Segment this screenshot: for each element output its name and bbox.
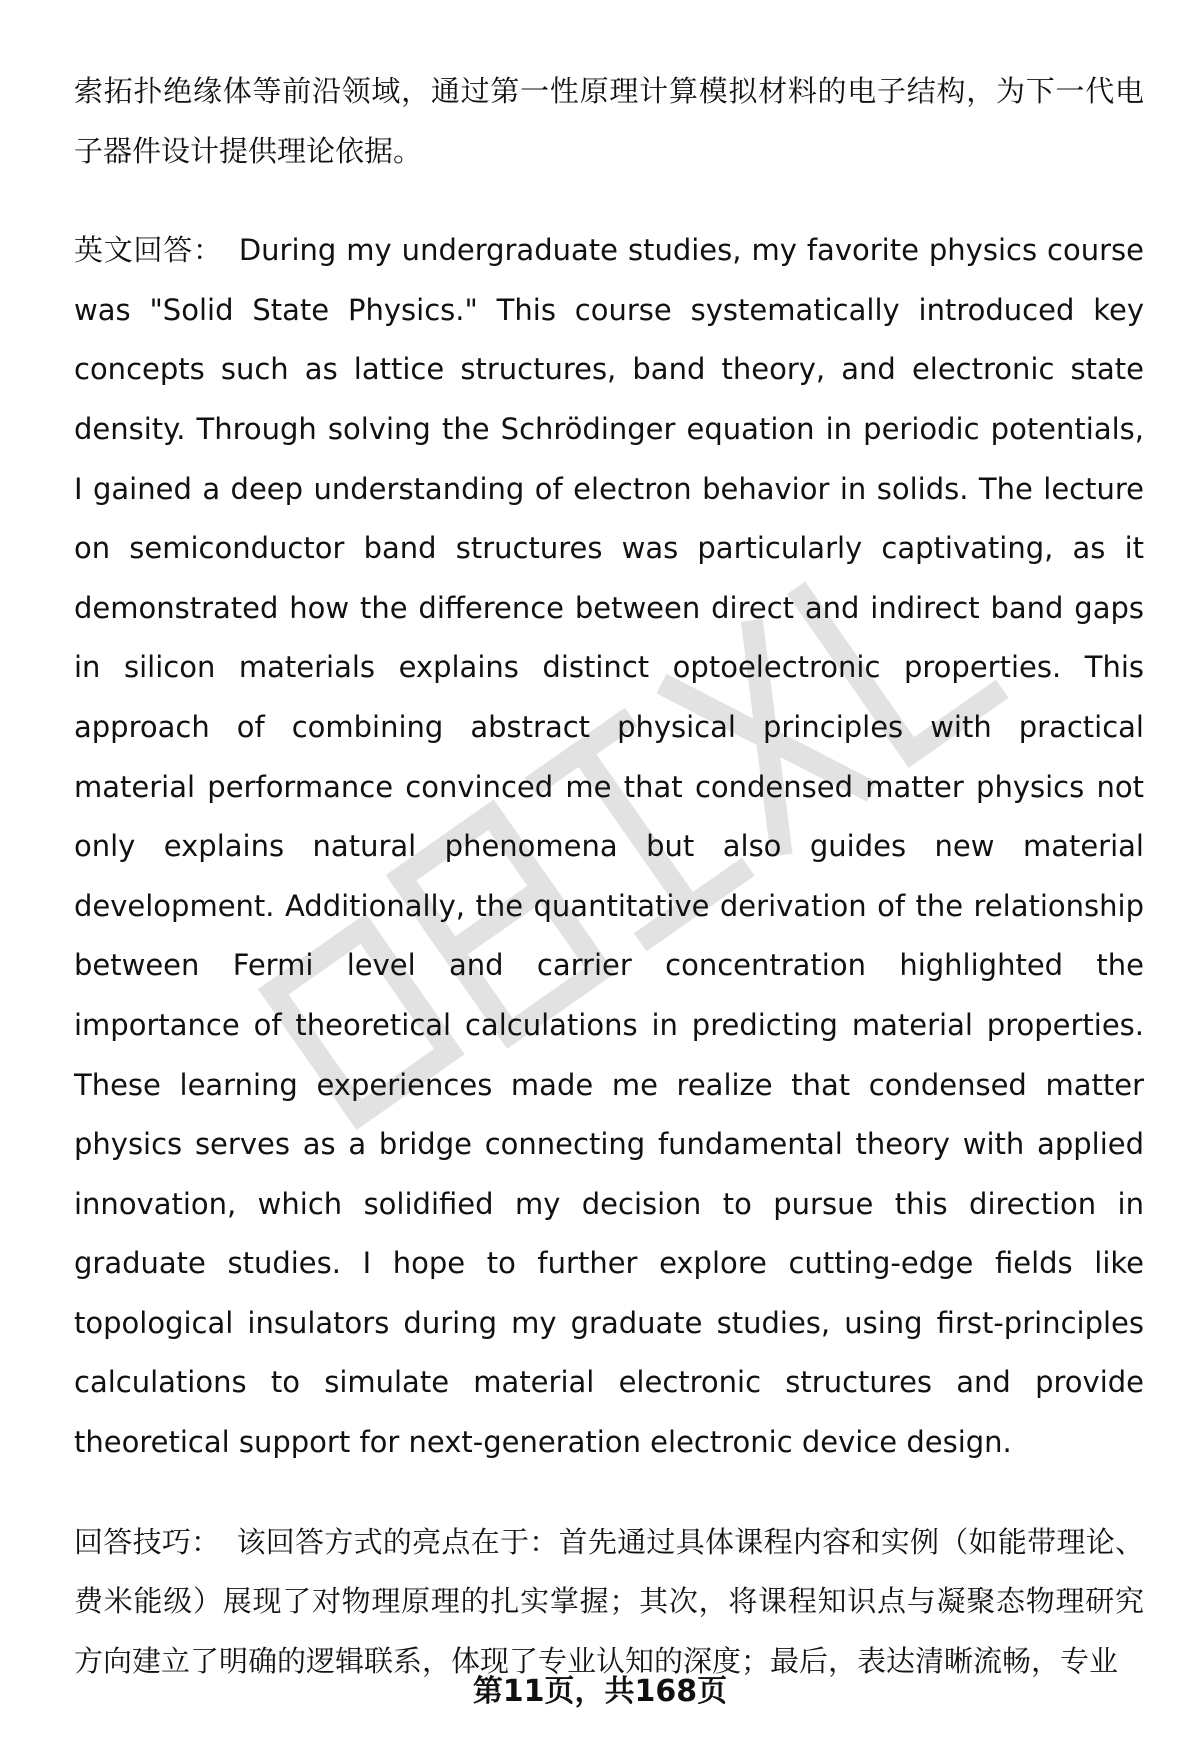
page-number: 第11页，共168页 xyxy=(472,1674,728,1709)
tips-label: 回答技巧： xyxy=(74,1524,221,1559)
english-answer-paragraph xyxy=(74,221,1144,1472)
english-answer-text: During my undergraduate studies, my favorite physics course was "Solid State Physics." This course systematically introduced key concepts such as lattice structures, band theory, and electronic state density. Through solving the Schrödinger equation in periodic potentials, I gained a deep understanding of electron behavior in solids. The lecture on semiconductor band structures was particularly captivating, as it demonstrated how the difference between direct and indirect band gaps in silicon materials explains distinct optoelectronic properties. This approach of combining abstract physical principles with practical material performance convinced me that condensed matter physics not only explains natural phenomena but also guides new material development. Additionally, the quantitative derivation of the relationship between Fermi level and carrier concentration highlighted the importance of theoretical calculations in predicting material properties. These learning experiences made me realize that condensed matter physics serves as a bridge connecting fundamental theory with applied innovation, which solidified my decision to pursue this direction in graduate studies. I hope to further explore cutting-edge fields like topological insulators during my graduate studies, using first-principles calculations to simulate material electronic structures and provide theoretical support for next-generation electronic device design. xyxy=(74,233,1144,1460)
document-body xyxy=(74,62,1144,1691)
tips-text: 该回答方式的亮点在于：首先通过具体课程内容和实例（如能带理论、费米能级）展现了对物理原理的扎实掌握；其次，将课程知识点与凝聚态物理研究方向建立了明确的逻辑联系，体现了专业认知的深度；最后，表达清晰流畅，专业 xyxy=(74,1524,1144,1678)
tips-paragraph xyxy=(74,1513,1144,1692)
english-answer-label: 英文回答： xyxy=(74,233,223,268)
intro-paragraph: 索拓扑绝缘体等前沿领域，通过第一性原理计算模拟材料的电子结构，为下一代电子器件设计提供理论依据。 xyxy=(74,74,1144,168)
